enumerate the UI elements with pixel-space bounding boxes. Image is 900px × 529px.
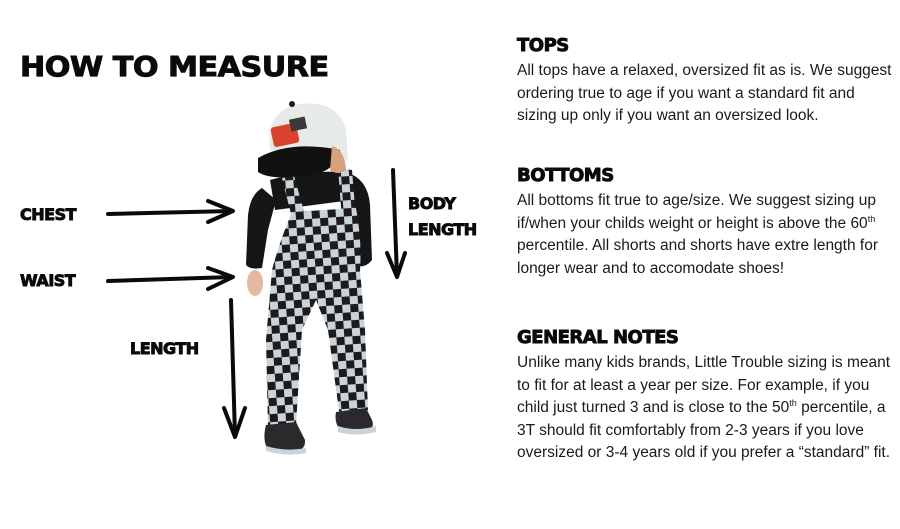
- tops-body: All tops have a relaxed, oversized fit as is. We suggest ordering true to age if you want a standard fit and sizing up only if you want an oversized look.: [517, 62, 892, 124]
- body-length-label-line1: BODY: [408, 194, 456, 213]
- bottoms-body: [517, 190, 897, 280]
- general-body-part1: Unlike many kids brands, Little Trouble sizing is meant to fit for at least a year per size. For example, if you child just turned 3 and is close to the 50: [517, 354, 891, 416]
- tops-section: [517, 35, 897, 128]
- length-arrow-icon: [224, 300, 245, 437]
- body-length-label-line2: LENGTH: [408, 220, 477, 239]
- length-label: LENGTH: [130, 339, 199, 358]
- waist-arrow-icon: [108, 268, 233, 289]
- waist-label: WAIST: [20, 271, 76, 290]
- ordinal-suffix: th: [789, 398, 797, 408]
- tops-heading: TOPS: [517, 35, 569, 56]
- page-title: HOW TO MEASURE: [20, 50, 329, 83]
- general-notes-section: [517, 327, 897, 465]
- checkered-overalls: [266, 208, 368, 428]
- general-notes-body: [517, 352, 897, 465]
- left-sleeve: [246, 188, 276, 269]
- bottoms-body-part2: percentile. All shorts and shorts have extre length for longer wear and to accomodate shoes!: [517, 237, 879, 277]
- bottoms-heading: BOTTOMS: [517, 165, 614, 186]
- left-hand: [247, 270, 263, 296]
- bottoms-section: [517, 165, 897, 280]
- general-body-part2: percentile, a 3T should fit comfortably from 2-3 years if you love oversized or 3-4 years old if you prefer a “standard” fit.: [517, 399, 891, 461]
- general-notes-heading: GENERAL NOTES: [517, 327, 679, 348]
- chest-label: CHEST: [20, 205, 76, 224]
- chest-arrow-icon: [108, 201, 233, 222]
- body-length-arrow-icon: [387, 170, 405, 277]
- ordinal-suffix: th: [867, 213, 876, 224]
- bottoms-body-part1: All bottoms fit true to age/size. We suggest sizing up if/when your childs weight or height is above the 60: [517, 192, 876, 232]
- child-figure: [246, 101, 376, 455]
